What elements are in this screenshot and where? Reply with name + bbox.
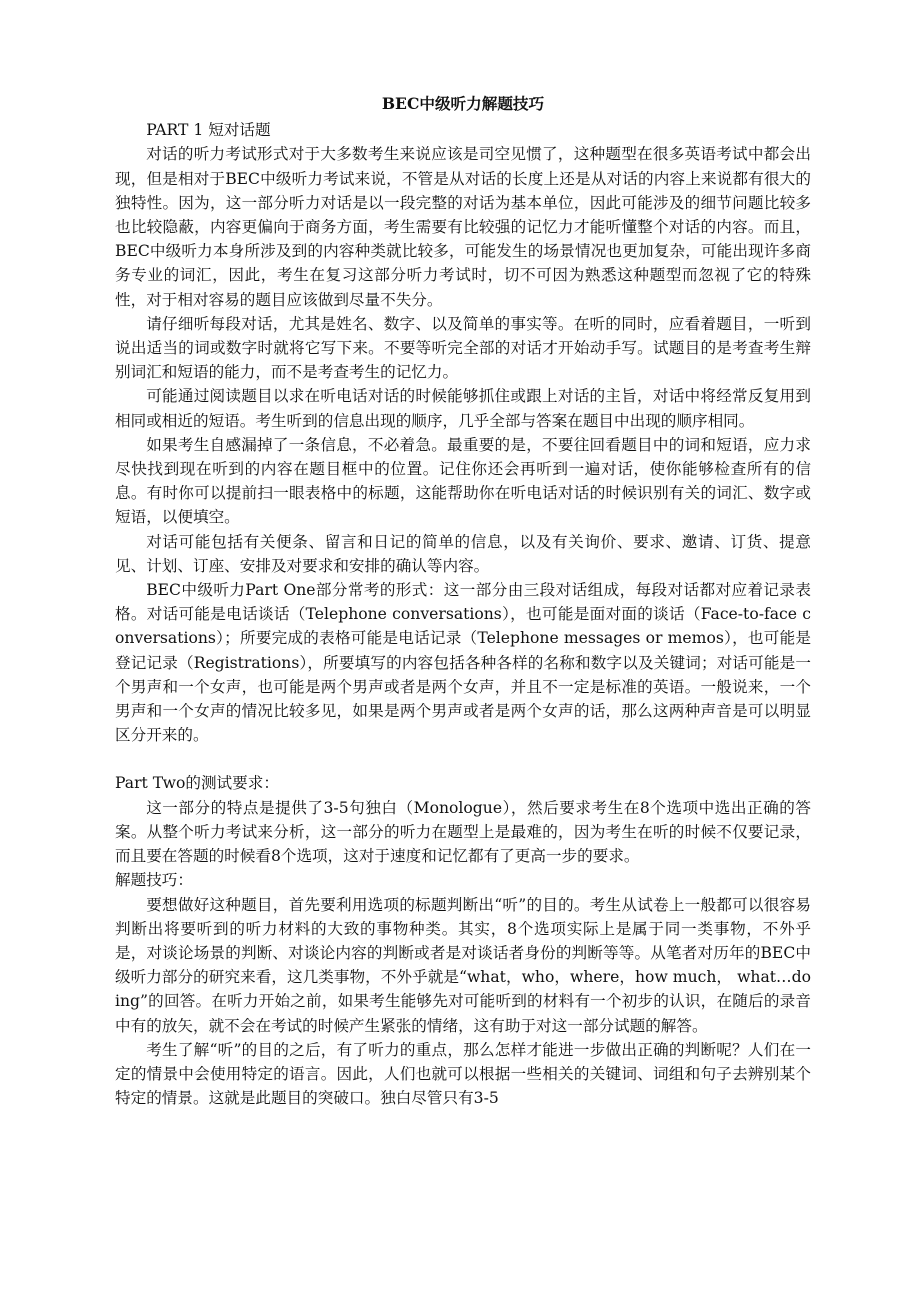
part2-intro: 这一部分的特点是提供了3-5句独白（Monologue），然后要求考生在8个选项中选出正确的答案。从整个听力考试来分析，这一部分的听力在题型上是最难的，因为考生在听的时候不仅要记录，而且要在答题的时候看8个选项，这对于速度和记忆都有了更高一步的要求。	[115, 798, 811, 866]
tips-paragraph: 要想做好这种题目，首先要利用选项的标题判断出“听”的目的。考生从试卷上一般都可以很容易判断出将要听到的听力材料的大致的事物种类。其实，8个选项实际上是属于同一类事物，不外乎是，对谈论场景的判断、对谈论内容的判断或者是对谈话者身份的判断等等。从笔者对历年的BEC中级听力部分的研究来看，这几类事物，不外乎就是“what，who，where，how much， what…doing”的回答。在听力开始之前，如果考生能够先对可能听到的材料有一个初步的认识，在随后的录音中有的放矢，就不会在考试的时候产生紧张的情绪，这有助于对这一部分试题的解答。	[115, 895, 811, 1035]
document-title: BEC中级听力解题技巧	[381, 94, 545, 113]
part2-heading: Part Two的测试要求：	[115, 774, 279, 793]
tips-heading: 解题技巧：	[115, 871, 193, 890]
tips-paragraph: 考生了解“听”的目的之后，有了听力的重点，那么怎样才能进一步做出正确的判断呢？人们在一定的情景中会使用特定的语言。因此，人们也就可以根据一些相关的关键词、词组和句子去辨别某个特定的情景。这就是此题目的突破口。独白尽管只有3-5	[115, 1040, 811, 1108]
part1-paragraph: 请仔细听每段对话，尤其是姓名、数字、以及简单的事实等。在听的同时，应看着题目，一听到说出适当的词或数字时就将它写下来。不要等听完全部的对话才开始动手写。试题目的是考查考生辩别词汇和短语的能力，而不是考查考生的记忆力。	[115, 314, 811, 382]
part1-paragraph: 如果考生自感漏掉了一条信息，不必着急。最重要的是，不要往回看题目中的词和短语，应力求尽快找到现在听到的内容在题目框中的位置。记住你还会再听到一遍对话，使你能够检查所有的信息。有时你可以提前扫一眼表格中的标题，这能帮助你在听电话对话的时候识别有关的词汇、数字或短语，以便填空。	[115, 435, 811, 527]
part1-paragraph: 可能通过阅读题目以求在听电话对话的时候能够抓住或跟上对话的主旨，对话中将经常反复用到相同或相近的短语。考生听到的信息出现的顺序，几乎全部与答案在题目中出现的顺序相同。	[115, 387, 811, 430]
part1-paragraph: 对话可能包括有关便条、留言和日记的简单的信息，以及有关询价、要求、邀请、订货、提意见、计划、订座、安排及对要求和安排的确认等内容。	[115, 532, 811, 575]
part1-paragraph: BEC中级听力Part One部分常考的形式：这一部分由三段对话组成，每段对话都对应着记录表格。对话可能是电话谈话（Telephone conversations），也可能是面对面的谈话（Face-to-face conversations）；所要完成的表格可能是电话记录（Telephone messages or memos），也可能是登记记录（Registrations），所要填写的内容包括各种各样的名称和数字以及关键词；对话可能是一个男声和一个女声，也可能是两个男声或者是两个女声，并且不一定是标准的英语。一般说来，一个男声和一个女声的情况比较多见，如果是两个男声或者是两个女声的话，那么这两种声音是可以明显区分开来的。	[115, 581, 811, 745]
part1-heading: PART 1 短对话题	[146, 121, 271, 140]
part1-paragraph: 对话的听力考试形式对于大多数考生来说应该是司空见惯了，这种题型在很多英语考试中都会出现，但是相对于BEC中级听力考试来说，不管是从对话的长度上还是从对话的内容上来说都有很大的独特性。因为，这一部分听力对话是以一段完整的对话为基本单位，因此可能涉及的细节问题比较多也比较隐蔽，内容更偏向于商务方面，考生需要有比较强的记忆力才能听懂整个对话的内容。而且，BEC中级听力本身所涉及到的内容种类就比较多，可能发生的场景情况也更加复杂，可能出现许多商务专业的词汇，因此，考生在复习这部分听力考试时，切不可因为熟悉这种题型而忽视了它的特殊性，对于相对容易的题目应该做到尽量不失分。	[115, 145, 811, 309]
section-gap	[115, 747, 811, 771]
document-page	[115, 92, 811, 1110]
